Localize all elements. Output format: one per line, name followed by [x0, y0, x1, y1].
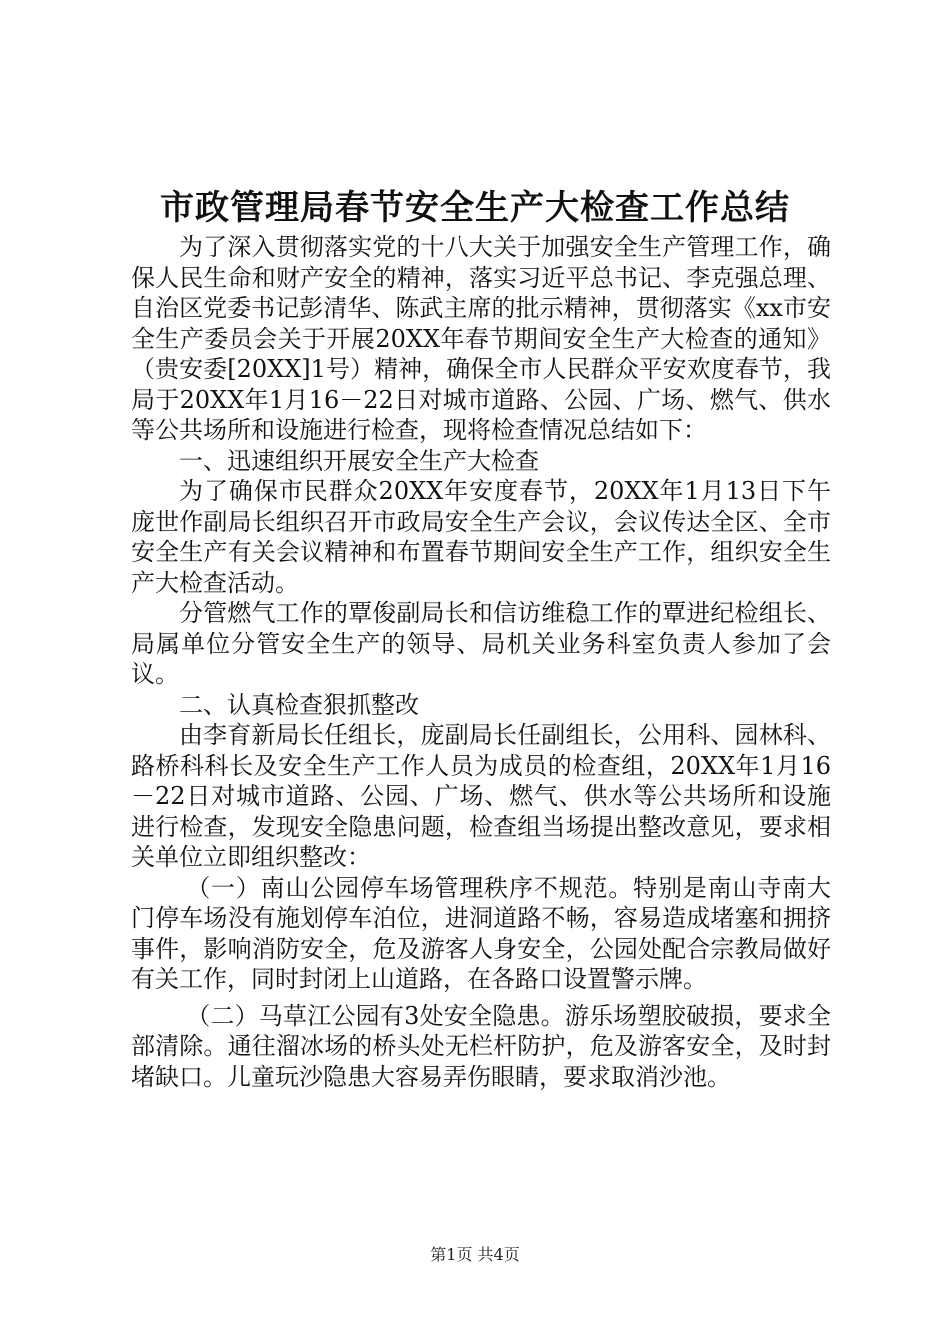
paragraph-intro: 为了深入贯彻落实党的十八大关于加强安全生产管理工作，确保人民生命和财产安全的精神，落实习近平总书记、李克强总理、自治区党委书记彭清华、陈武主席的批示精神，贯彻落实《xx市安全生产委员会关于开展20XX年春节期间安全生产大检查的通知》（贵安委[20XX]1号）精神，确保全市人民群众平安欢度春节，我局于20XX年1月16－22日对城市道路、公园、广场、燃气、供水等公共场所和设施进行检查，现将检查情况总结如下： [131, 233, 831, 444]
paragraph-attendees: 分管燃气工作的覃俊副局长和信访维稳工作的覃进纪检组长、局属单位分管安全生产的领导、局机关业务科室负责人参加了会议。 [131, 599, 831, 688]
section-heading-2: 二、认真检查狠抓整改 [179, 690, 419, 719]
page-number: 第1页 共4页 [430, 1245, 520, 1264]
document-body [131, 232, 831, 1092]
paragraph-inspection-team: 由李育新局长任组长，庞副局长任副组长，公用科、园林科、路桥科科长及安全生产工作人员为成员的检查组，20XX年1月16－22日对城市道路、公园、广场、燃气、供水等公共场所和设施进行检查，发现安全隐患问题，检查组当场提出整改意见，要求相关单位立即组织整改： [131, 721, 831, 871]
document-title: 市政管理局春节安全生产大检查工作总结 [160, 188, 790, 228]
section-heading-1: 一、迅速组织开展安全生产大检查 [179, 446, 539, 475]
paragraph-item-2: （二）马草江公园有3处安全隐患。游乐场塑胶破损，要求全部清除。通往溜冰场的桥头处无栏杆防护，危及游客安全，及时封堵缺口。儿童玩沙隐患大容易弄伤眼睛，要求取消沙池。 [131, 1001, 831, 1091]
paragraph-item-1: （一）南山公园停车场管理秩序不规范。特别是南山寺南大门停车场没有施划停车泊位，进洞道路不畅，容易造成堵塞和拥挤事件，影响消防安全，危及游客人身安全，公园处配合宗教局做好有关工作，同时封闭上山道路，在各路口设置警示牌。 [131, 873, 831, 993]
paragraph-meeting: 为了确保市民群众20XX年安度春节，20XX年1月13日下午庞世作副局长组织召开市政局安全生产会议，会议传达全区、全市安全生产有关会议精神和布置春节期间安全生产工作，组织安全生产大检查活动。 [131, 477, 831, 597]
